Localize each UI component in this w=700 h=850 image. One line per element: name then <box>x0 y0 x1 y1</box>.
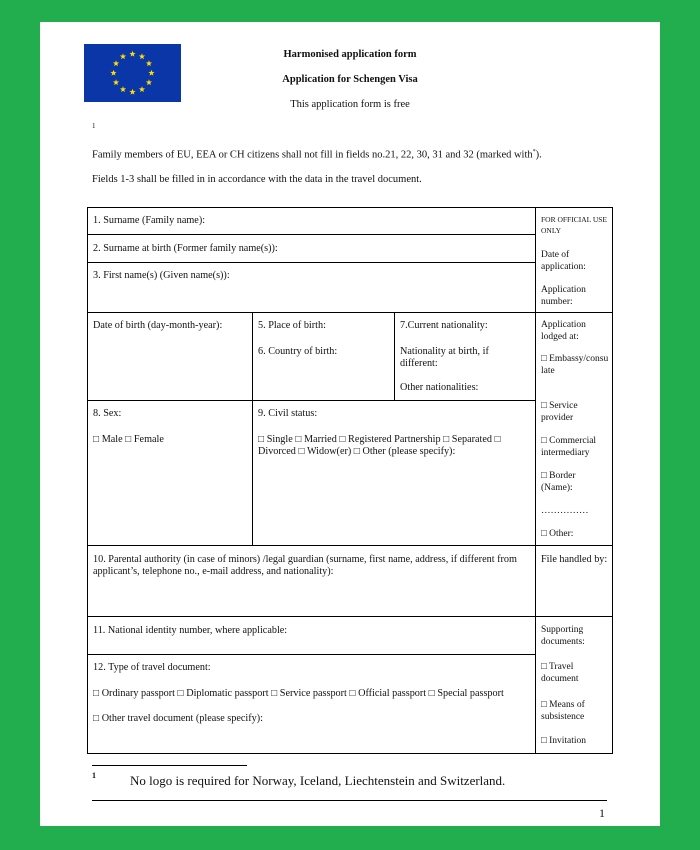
star-icon <box>120 86 126 92</box>
field-national-id[interactable]: 11. National identity number, where applicable: <box>93 625 288 636</box>
field-country-of-birth[interactable]: 6. Country of birth: <box>258 346 338 357</box>
footnote-ref: 1 <box>92 122 96 130</box>
option-border[interactable]: □ Border (Name): <box>541 471 576 493</box>
star-icon <box>129 89 135 95</box>
civil-status-options[interactable]: □ Single □ Married □ Registered Partnership □ Separated □ Divorced □ Widow(er) □ Other (please specify): <box>258 434 501 458</box>
application-lodged-at: Application lodged at: <box>541 320 586 342</box>
field-nationality-at-birth[interactable]: Nationality at birth, if different: <box>400 346 489 370</box>
star-icon <box>110 70 116 76</box>
form-subtitle: Application for Schengen Visa <box>282 74 418 85</box>
official-use-label: FOR OFFICIAL USE ONLY <box>541 215 607 235</box>
date-of-application: Date of application: <box>541 250 586 272</box>
free-note: This application form is free <box>290 99 410 110</box>
field-surname[interactable]: 1. Surname (Family name): <box>93 215 206 226</box>
field-travel-document-type: 12. Type of travel document: <box>93 662 211 673</box>
field-parental-authority[interactable]: 10. Parental authority (in case of minors) /legal guardian (surname, first name, address, if different from applicant’s, telephone no., e-mail address, and nationality): <box>93 554 517 578</box>
fields-note: Fields 1-3 shall be filled in in accordance with the data in the travel document. <box>92 174 422 185</box>
star-icon <box>113 79 119 85</box>
page-number: 1 <box>599 806 605 820</box>
star-icon <box>120 53 126 59</box>
field-civil-status: 9. Civil status: <box>258 408 318 419</box>
option-invitation[interactable]: □ Invitation <box>541 736 587 746</box>
option-commercial-intermediary[interactable]: □ Commercial intermediary <box>541 436 597 458</box>
supporting-documents: Supporting documents: <box>541 625 585 647</box>
star-icon <box>148 70 154 76</box>
field-surname-at-birth[interactable]: 2. Surname at birth (Former family name(s)): <box>93 243 278 254</box>
option-service-provider[interactable]: □ Service provider <box>541 401 578 423</box>
field-date-of-birth[interactable]: Date of birth (day-month-year): <box>93 320 223 331</box>
option-travel-document[interactable]: □ Travel document <box>541 662 579 684</box>
field-current-nationality[interactable]: 7.Current nationality: <box>400 320 488 331</box>
field-other-nationalities[interactable]: Other nationalities: <box>400 382 479 393</box>
form-title: Harmonised application form <box>283 49 417 60</box>
star-icon <box>146 79 152 85</box>
star-icon <box>113 60 119 66</box>
star-icon <box>139 86 145 92</box>
footnote-number: 1 <box>92 771 96 780</box>
travel-document-options[interactable]: □ Ordinary passport □ Diplomatic passport □ Service passport □ Official passport □ Special passport <box>93 688 504 699</box>
footnote-divider <box>92 765 247 766</box>
bottom-divider <box>92 800 607 801</box>
family-members-note: Family members of EU, EEA or CH citizens shall not fill in fields no.21, 22, 30, 31 and 32 (marked with*). <box>92 149 542 161</box>
option-embassy[interactable]: □ Embassy/consulate <box>541 354 609 376</box>
other-travel-document[interactable]: □ Other travel document (please specify): <box>93 713 263 724</box>
border-name-dots: …………… <box>541 506 589 516</box>
option-other[interactable]: □ Other: <box>541 529 574 539</box>
option-means-of-subsistence[interactable]: □ Means of subsistence <box>541 700 585 722</box>
form-page <box>40 22 660 826</box>
file-handled-by: File handled by: <box>541 554 608 565</box>
footnote-text: No logo is required for Norway, Iceland, Liechtenstein and Switzerland. <box>130 773 506 788</box>
field-first-names[interactable]: 3. First name(s) (Given name(s)): <box>93 270 230 281</box>
field-place-of-birth[interactable]: 5. Place of birth: <box>258 320 326 331</box>
application-number: Application number: <box>541 285 586 307</box>
star-icon <box>139 53 145 59</box>
star-icon <box>129 51 135 57</box>
field-sex: 8. Sex: <box>93 408 122 419</box>
sex-options[interactable]: □ Male □ Female <box>93 434 164 445</box>
star-icon <box>146 60 152 66</box>
eu-flag-logo <box>84 44 181 102</box>
application-form-table <box>87 207 613 754</box>
eu-stars-icon <box>84 44 181 102</box>
